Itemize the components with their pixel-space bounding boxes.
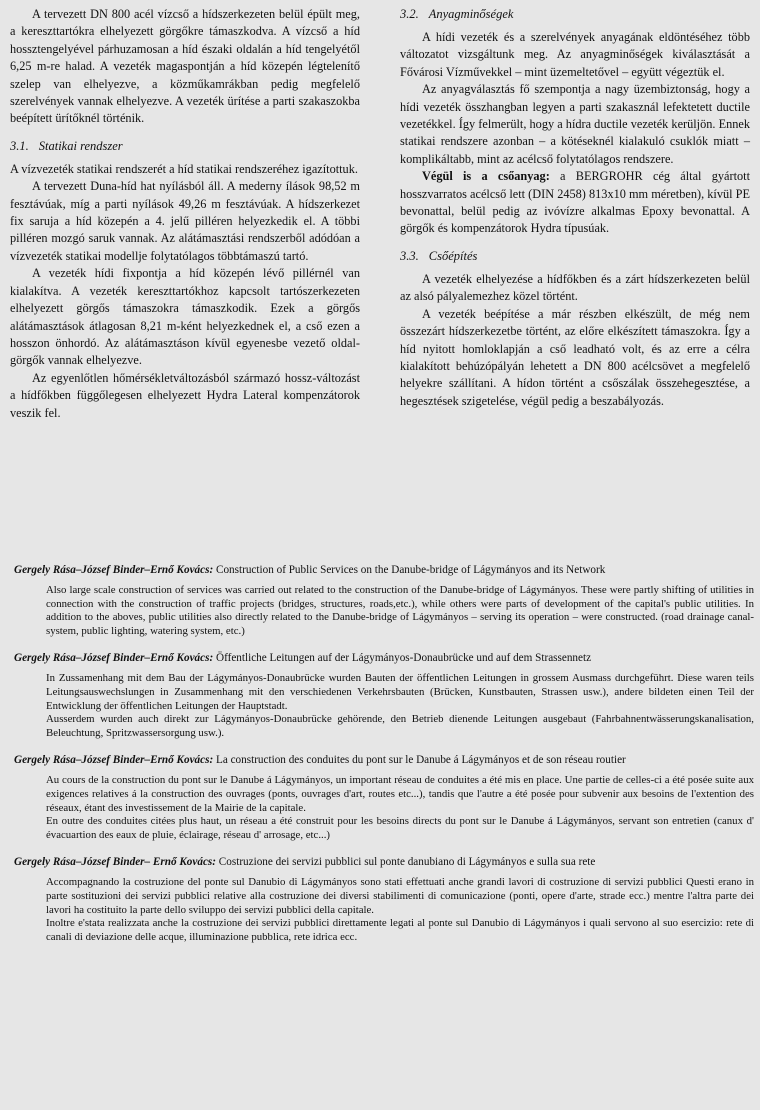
bold-lead: Végül is a csőanyag: [422, 169, 550, 184]
section-heading-3-1 [10, 138, 360, 154]
section-title: Statikai rendszer [38, 138, 123, 153]
section-number: 3.2. [400, 7, 419, 21]
abstract-body [46, 876, 754, 944]
abstract-paragraph: Accompagnando la costruzione del ponte sul Danubio di Lágymányos sono stati effettuati anche grandi lavori di costruzione di servizi pubblici Questi erano in parte sostituzioni dei servizi pubblici relative alla costruzione dei diversi stabilimenti di comunicazione (ponti, opere d'arte, strade ecc.) mentre l'altra parte dei lavori ha costituito la parte dello sviluppo dei servizi pubblici della capitale. [46, 876, 754, 916]
abstract-title: La construction des conduites du pont sur le Danube á Lágymányos et de son réseau routier [213, 754, 626, 767]
left-column [10, 6, 360, 422]
abstract-body [46, 584, 754, 638]
abstract-body [46, 774, 754, 842]
abstract-paragraph: In Zussamenhang mit dem Bau der Lágymányos-Donaubrücke wurden Bauten der öffentlichen Leitungen in grossem Ausmass durchgeführt. Diese waren teils Leitungsauswechslungen in Zusammenhang mit den verschiedenen Verkehrsbauten (Brücken, Kunstbauten, Strassen usw.), andere bildeten einen Teil der Entwicklung der öffentlichen Leitungen der Hauptstadt. [46, 672, 754, 712]
intro-paragraph: A tervezett DN 800 acél vízcső a hídszerkezeten belül épült meg, a kereszttartókra elhelyezett görgőkre támaszkodva. A vízcső a híd hossztengelyével párhuzamosan a híd északi oldalán a híd tengelyétől 6,25 m-re halad. A vezeték magaspontján a híd közepén légtelenítő szelep van elhelyezve, a közműkamrákban pedig megfelelő szerelvények vannak elhelyezve. A vezeték ürítése a parti szakaszokba beépített ürítőknél történik. [10, 7, 360, 126]
abstract-authors: Gergely Rása–József Binder–Ernő Kovács: [14, 754, 214, 767]
abstract-paragraph: Au cours de la construction du pont sur le Danube á Lágymányos, un important réseau de conduites a été mis en place. Une partie de celles-ci a été posée suite aux exigences relatives á la construction des ouvrages (ponts, ouvrages d'art, routes etc...), tandis que l'autre a été posée pour subvenir aux besoins de l'extention des réseaux, étant des investissement de la Mairie de la capitale. [46, 774, 754, 814]
abstract-english [0, 563, 760, 638]
abstract-italian [0, 855, 760, 944]
paragraph: Az anyagválasztás fő szempontja a nagy üzembiztonság, hogy a hídi vezeték összhangban legyen a parti szakasznál lefektetett ductile vezetékkel. Így felmerült, hogy a hídra ductile vezeték kerüljön. Ennek statikai rendszere azonban – a kötéseknél kialakuló csuklók miatt – komplikáltabb, mint az acélcső folytatólagos rendszere. [400, 82, 750, 166]
section-title: Csőépítés [428, 248, 478, 263]
paragraph-final [400, 168, 750, 238]
abstract-heading [14, 753, 754, 767]
section-number: 3.3. [400, 248, 419, 263]
abstract-paragraph: Ausserdem wurden auch direkt zur Lágymányos-Donaubrücke gehörende, den Betrieb dienende Leitungen ausgebaut (Fahrbahnentwässerungskanalisation, Beleuchtung, Spritzwassersorgung usw.). [46, 713, 754, 739]
abstract-heading [14, 651, 754, 665]
abstract-heading [14, 563, 754, 577]
abstracts-section [0, 563, 760, 957]
abstract-french [0, 753, 760, 842]
paragraph: A vezeték beépítése a már részben elkészült, de még nem összezárt hídszerkezetbe történt, az előre elkészített támaszokra. Így a híd nyitott homloklapján a cső leadható volt, és az erre a célra kialakított behúzópályán lehetett a DN 800 acélcsövet a megfelelő helyekre szállítani. A hídon történt a csőszálak összehegesztése, a hegesztések szigetelése, végül pedig a beszabályozás. [400, 306, 750, 408]
abstract-paragraph: Inoltre e'stata realizzata anche la costruzione dei servizi pubblici direttamente legati al ponte sul Danubio di Lágymányos i quali servono al suo esercizio: rete di canali di deviazione delle acque, illuminazione pubblica, rete idrica ecc. [46, 917, 754, 943]
abstract-authors: Gergely Rása–József Binder–Ernő Kovács: [14, 564, 214, 576]
abstract-title: Costruzione dei servizi pubblici sul ponte danubiano di Lágymányos e sulla sua rete [216, 856, 596, 869]
paragraph: A vezeték hídi fixpontja a híd közepén lévő pillérnél van kialakítva. A vezeték kereszttartókhoz kapcsolt tartószerkezeten elhelyezett görgős támaszokra támaszkodik. Ezek a görgős alátámasztások átlagosan 8,21 m-ként helyezkednek el, a cső ezen a hosszon önhordó. Az alátámasztáson kívül egyenesbe vezető oldal-görgők vannak elhelyezve. [10, 266, 360, 368]
abstract-authors: Gergely Rása–József Binder–Ernő Kovács: [14, 652, 214, 665]
paragraph: A hídi vezeték és a szerelvények anyagának eldöntéséhez több változatot vizsgáltunk meg. Az anyagminőségek kiválasztását a Fővárosi Vízművekkel – mint üzemeltetővel – együtt végeztük el. [400, 30, 750, 79]
abstract-title: Construction of Public Services on the Danube-bridge of Lágymányos and its Network [213, 564, 606, 576]
paragraph: A tervezett Duna-híd hat nyílásból áll. A mederny ílások 98,52 m fesztávúak, míg a parti nyílások 49,26 m fesztávúak. A hídszerkezet fix saruja a híd közepén a 4. jelű pilléren helyezkedik el. A többi pilléren mozgó saruk vannak. Az alátámasztási rendszerből adódóan a vízvezeték statikai modellje folytatólagos többtámaszú tartó. [10, 179, 360, 263]
abstract-heading [14, 855, 754, 869]
section-title: Anyagminőségek [428, 7, 514, 21]
paragraph: A vízvezeték statikai rendszerét a híd statikai rendszeréhez igazítottuk. [10, 161, 358, 176]
paragraph-rest: a BERGROHR cég által gyártott hosszvarratos acélcső lett (DIN 2458) 813x10 mm méretben), kívül PE bevonattal, belül pedig az ivóvízre alkalmas Epoxy bevonattal. A görgők és kompenzátorok Hydra típusúak. [400, 169, 750, 236]
paragraph: A vezeték elhelyezése a hídfőkben és a zárt hídszerkezeten belül az alsó pályalemezhez közel történt. [400, 271, 750, 304]
right-column [400, 6, 750, 410]
abstract-paragraph: En outre des conduites citées plus haut, un réseau a été construit pour les besoins directs du pont sur le Danube á Lágymányos, servant son entretien (canux d' évacuartion des eaux de pluie, éclairage, réseau d' arrosage, etc...) [46, 815, 754, 841]
abstract-body [46, 672, 754, 740]
section-number: 3.1. [10, 138, 29, 153]
abstract-authors: Gergely Rása–József Binder– Ernő Kovács: [14, 856, 216, 869]
abstract-title: Öffentliche Leitungen auf der Lágymányos-Donaubrücke und auf dem Strassennetz [213, 652, 592, 665]
section-heading-3-2 [400, 6, 750, 22]
abstract-paragraph: Also large scale construction of services was carried out related to the construction of the Danube-bridge of Lágymányos. These were partly shifting of utilities in connection with the construction of traffic projects (bridges, structures, roads,etc.), while others were parts of development of the capital's public utilities. In addition to the aboves, public utilities also directly related to the Danube-bridge of Lágymányos – serving its operation – were constructed. (road drainage canal-system, public lighting, watering system, etc.) [46, 584, 754, 637]
article-columns [0, 6, 760, 558]
section-heading-3-3 [400, 248, 750, 264]
paragraph: Az egyenlőtlen hőmérsékletváltozásból származó hossz-változást a hídfőkben függőlegesen elhelyezett Hydra Lateral kompenzátorok veszik fel. [10, 370, 360, 420]
abstract-german [0, 651, 760, 740]
